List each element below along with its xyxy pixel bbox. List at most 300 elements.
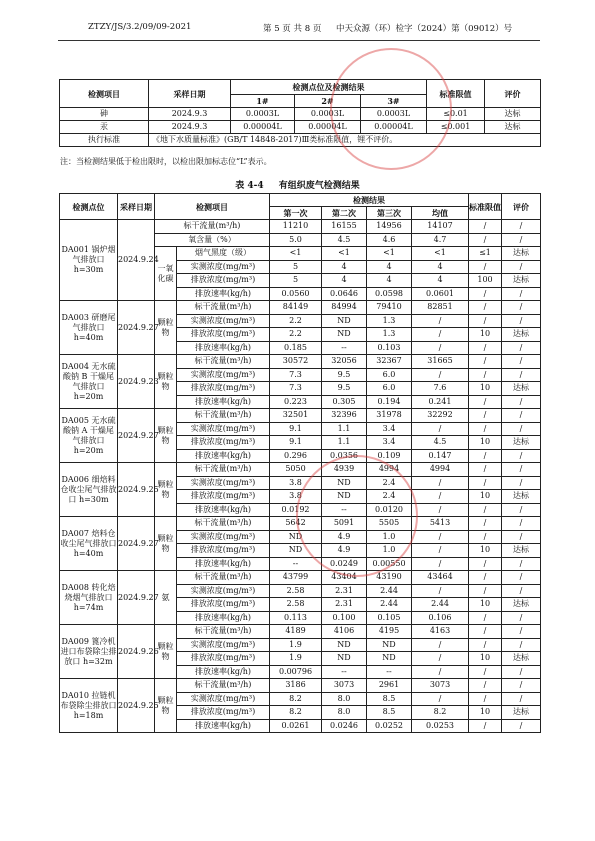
value-cell: ND: [322, 490, 367, 504]
value-cell: 5.0: [270, 233, 322, 247]
value-cell: 7.3: [270, 382, 322, 396]
value-cell: /: [412, 665, 469, 679]
limit-cell: /: [469, 517, 502, 531]
table-row: [60, 409, 541, 423]
value-cell: 3073: [322, 679, 367, 693]
eval-cell: /: [502, 679, 541, 693]
value-cell: 3.4: [367, 422, 412, 436]
value-cell: 5050: [270, 463, 322, 477]
cell: 0.00004L: [361, 121, 427, 134]
report-number: 中天众源（环）检字（2024）第（09012）号: [336, 24, 513, 34]
eval-cell: /: [502, 422, 541, 436]
eval-cell: /: [502, 517, 541, 531]
value-cell: <1: [322, 247, 367, 261]
emission-point-cell: DA004 无水硫酸钠 B 干燥尾气排放口 h=20m: [60, 355, 118, 409]
emission-point-cell: DA003 研磨尾气排放口 h=40m: [60, 301, 118, 355]
value-cell: 0.223: [270, 395, 322, 409]
value-cell: 4994: [412, 463, 469, 477]
col-header-r1: 第一次: [270, 207, 322, 220]
value-cell: /: [412, 368, 469, 382]
limit-cell: /: [469, 463, 502, 477]
value-cell: 14956: [367, 220, 412, 234]
item-cell: 排放浓度(mg/m³): [177, 652, 270, 666]
col-header-points: 检测点位及检测结果: [231, 80, 427, 95]
col-header-p3: 3#: [361, 95, 427, 108]
item-cell: 标干流量(m³/h): [177, 409, 270, 423]
value-cell: 4106: [322, 625, 367, 639]
cell: ≤0.001: [427, 121, 485, 134]
table-caption: 有组织废气检测结果: [278, 181, 360, 191]
value-cell: 0.0253: [412, 719, 469, 733]
value-cell: 6.0: [367, 368, 412, 382]
limit-cell: /: [469, 638, 502, 652]
eval-cell: /: [502, 571, 541, 585]
value-cell: 5413: [412, 517, 469, 531]
limit-cell: /: [469, 557, 502, 571]
cell: 0.0003L: [361, 108, 427, 121]
eval-cell: /: [502, 287, 541, 301]
item-cell: 标干流量(m³/h): [177, 571, 270, 585]
value-cell: 2.44: [367, 584, 412, 598]
sample-date-cell: 2024.9.23: [118, 355, 155, 409]
value-cell: 0.0252: [367, 719, 412, 733]
value-cell: 4.9: [322, 530, 367, 544]
limit-cell: /: [469, 233, 502, 247]
value-cell: 2.44: [367, 598, 412, 612]
emission-point-cell: DA006 细焙料仓收尘尾气排放口 h=30m: [60, 463, 118, 517]
value-cell: 32501: [270, 409, 322, 423]
item-cell: 标干流量(m³/h): [177, 517, 270, 531]
item-cell: 氧含量（%）: [155, 233, 270, 247]
value-cell: 9.5: [322, 382, 367, 396]
value-cell: /: [412, 490, 469, 504]
value-cell: 0.113: [270, 611, 322, 625]
value-cell: /: [412, 652, 469, 666]
table-row: [60, 517, 541, 531]
value-cell: 0.0249: [322, 557, 367, 571]
item-cell: 排放速率(kg/h): [177, 611, 270, 625]
value-cell: 4: [412, 274, 469, 288]
value-cell: 1.0: [367, 530, 412, 544]
value-cell: 32292: [412, 409, 469, 423]
value-cell: 0.0646: [322, 287, 367, 301]
value-cell: 3073: [412, 679, 469, 693]
value-cell: --: [270, 557, 322, 571]
item-cell: 排放浓度(mg/m³): [177, 598, 270, 612]
eval-cell: /: [502, 692, 541, 706]
value-cell: 2.44: [412, 598, 469, 612]
value-cell: ND: [322, 328, 367, 342]
col-header-avg: 均值: [412, 207, 469, 220]
table-row: [60, 679, 541, 693]
value-cell: 9.1: [270, 422, 322, 436]
value-cell: ND: [270, 544, 322, 558]
limit-cell: /: [469, 530, 502, 544]
standard-text: 《地下水质量标准》(GB/T 14848-2017)Ⅲ类标准限值，锂不评价。: [149, 134, 541, 147]
groundwater-results-table: [59, 79, 541, 147]
limit-cell: /: [469, 409, 502, 423]
limit-cell: 10: [469, 490, 502, 504]
limit-cell: /: [469, 679, 502, 693]
value-cell: 8.0: [322, 692, 367, 706]
value-cell: 4.5: [322, 233, 367, 247]
emission-point-cell: DA005 无水硫酸钠 A 干燥尾气排放口 h=20m: [60, 409, 118, 463]
cell: 砷: [60, 108, 149, 121]
table-row: [60, 463, 541, 477]
value-cell: /: [412, 422, 469, 436]
value-cell: 4: [367, 274, 412, 288]
col-header-eval: 评价: [485, 80, 541, 108]
value-cell: 0.103: [367, 341, 412, 355]
value-cell: 4994: [367, 463, 412, 477]
eval-cell: 达标: [502, 328, 541, 342]
eval-cell: /: [502, 314, 541, 328]
header-rule: [58, 40, 540, 41]
document-code: ZTZY/JS/3.2/09/09-2021: [88, 22, 192, 32]
value-cell: /: [412, 530, 469, 544]
eval-cell: 达标: [502, 706, 541, 720]
cell: 达标: [485, 121, 541, 134]
emission-point-cell: DA001 锅炉烟气排放口 h=30m: [60, 220, 118, 301]
limit-cell: /: [469, 220, 502, 234]
value-cell: 4.5: [412, 436, 469, 450]
col-header-r2: 第二次: [322, 207, 367, 220]
limit-cell: /: [469, 395, 502, 409]
limit-cell: /: [469, 476, 502, 490]
value-cell: 4.6: [367, 233, 412, 247]
value-cell: 43799: [270, 571, 322, 585]
value-cell: 4.9: [322, 544, 367, 558]
value-cell: ND: [322, 638, 367, 652]
item-cell: 排放浓度(mg/m³): [177, 436, 270, 450]
value-cell: ND: [322, 314, 367, 328]
col-header-point: 检测点位: [60, 194, 118, 220]
value-cell: 1.3: [367, 314, 412, 328]
value-cell: 3186: [270, 679, 322, 693]
value-cell: 31665: [412, 355, 469, 369]
value-cell: 0.0120: [367, 503, 412, 517]
value-cell: 1.9: [270, 638, 322, 652]
table-row: [60, 134, 541, 147]
value-cell: 32056: [322, 355, 367, 369]
cell: 达标: [485, 108, 541, 121]
col-header-date: 采样日期: [149, 80, 231, 108]
item-cell: 实测浓度(mg/m³): [177, 638, 270, 652]
item-cell: 烟气黑度（级）: [177, 247, 270, 261]
cell: 0.00004L: [231, 121, 295, 134]
pollutant-cell: 颗粒物: [155, 625, 177, 679]
item-cell: 实测浓度(mg/m³): [177, 422, 270, 436]
value-cell: /: [412, 692, 469, 706]
value-cell: 0.00550: [367, 557, 412, 571]
value-cell: /: [412, 557, 469, 571]
item-cell: 标干流量(m³/h): [155, 220, 270, 234]
table-row: [60, 108, 541, 121]
col-header-result: 检测结果: [270, 194, 469, 207]
value-cell: --: [367, 665, 412, 679]
sample-date-cell: 2024.9.25: [118, 463, 155, 517]
value-cell: --: [322, 503, 367, 517]
item-cell: 实测浓度(mg/m³): [177, 476, 270, 490]
emission-point-cell: DA007 焙料仓收尘尾气排放口 h=40m: [60, 517, 118, 571]
eval-cell: /: [502, 409, 541, 423]
limit-cell: /: [469, 449, 502, 463]
item-cell: 排放速率(kg/h): [177, 395, 270, 409]
eval-cell: /: [502, 341, 541, 355]
value-cell: 4: [322, 260, 367, 274]
limit-cell: /: [469, 260, 502, 274]
item-cell: 实测浓度(mg/m³): [177, 530, 270, 544]
limit-cell: /: [469, 355, 502, 369]
value-cell: 4189: [270, 625, 322, 639]
limit-cell: /: [469, 719, 502, 733]
value-cell: 0.00796: [270, 665, 322, 679]
value-cell: 7.3: [270, 368, 322, 382]
value-cell: 8.2: [412, 706, 469, 720]
pollutant-cell: 氨: [155, 571, 177, 625]
eval-cell: /: [502, 233, 541, 247]
value-cell: /: [412, 476, 469, 490]
value-cell: 6.0: [367, 382, 412, 396]
eval-cell: /: [502, 355, 541, 369]
value-cell: /: [412, 328, 469, 342]
item-cell: 排放浓度(mg/m³): [177, 274, 270, 288]
value-cell: 0.194: [367, 395, 412, 409]
value-cell: 1.3: [367, 328, 412, 342]
col-header-limit: 标准限值: [469, 194, 502, 220]
value-cell: 4.7: [412, 233, 469, 247]
value-cell: 5: [270, 274, 322, 288]
value-cell: /: [412, 314, 469, 328]
limit-cell: /: [469, 314, 502, 328]
emission-point-cell: DA010 拉链机布袋除尘排放口 h=18m: [60, 679, 118, 733]
eval-cell: /: [502, 625, 541, 639]
value-cell: 32396: [322, 409, 367, 423]
value-cell: 2.31: [322, 584, 367, 598]
value-cell: 2.2: [270, 328, 322, 342]
value-cell: 0.296: [270, 449, 322, 463]
value-cell: ND: [367, 638, 412, 652]
page-header: [0, 22, 595, 38]
eval-cell: 达标: [502, 652, 541, 666]
value-cell: --: [322, 341, 367, 355]
table-title: [0, 178, 595, 191]
value-cell: 1.9: [270, 652, 322, 666]
item-cell: 实测浓度(mg/m³): [177, 260, 270, 274]
value-cell: 5091: [322, 517, 367, 531]
eval-cell: /: [502, 557, 541, 571]
cell: 0.0003L: [295, 108, 361, 121]
value-cell: ND: [322, 476, 367, 490]
value-cell: 0.241: [412, 395, 469, 409]
limit-cell: 10: [469, 382, 502, 396]
eval-cell: /: [502, 530, 541, 544]
value-cell: 4195: [367, 625, 412, 639]
table-note: 注：当检测结果低于检出限时，以检出限加标志位“L”表示。: [60, 157, 272, 166]
sample-date-cell: 2024.9.27: [118, 301, 155, 355]
value-cell: /: [412, 638, 469, 652]
value-cell: 82851: [412, 301, 469, 315]
value-cell: 0.109: [367, 449, 412, 463]
value-cell: 0.0598: [367, 287, 412, 301]
eval-cell: 达标: [502, 544, 541, 558]
item-cell: 标干流量(m³/h): [177, 355, 270, 369]
cell: ≤0.01: [427, 108, 485, 121]
item-cell: 排放速率(kg/h): [177, 665, 270, 679]
value-cell: <1: [270, 247, 322, 261]
value-cell: 0.0601: [412, 287, 469, 301]
limit-cell: /: [469, 503, 502, 517]
eval-cell: 达标: [502, 490, 541, 504]
value-cell: 2.58: [270, 584, 322, 598]
value-cell: 2.4: [367, 476, 412, 490]
eval-cell: /: [502, 463, 541, 477]
exhaust-gas-results-table: [59, 193, 541, 733]
value-cell: 0.0356: [322, 449, 367, 463]
eval-cell: /: [502, 301, 541, 315]
limit-cell: /: [469, 584, 502, 598]
sample-date-cell: 2024.9.27: [118, 517, 155, 571]
value-cell: 43464: [412, 571, 469, 585]
page-number: 第 5 页 共 8 页: [263, 24, 322, 34]
value-cell: ND: [270, 530, 322, 544]
limit-cell: /: [469, 301, 502, 315]
eval-cell: 达标: [502, 382, 541, 396]
eval-cell: 达标: [502, 436, 541, 450]
value-cell: 2.31: [322, 598, 367, 612]
value-cell: 79410: [367, 301, 412, 315]
value-cell: <1: [412, 247, 469, 261]
value-cell: /: [412, 584, 469, 598]
value-cell: 43190: [367, 571, 412, 585]
value-cell: 5642: [270, 517, 322, 531]
value-cell: /: [412, 544, 469, 558]
eval-cell: /: [502, 260, 541, 274]
sample-date-cell: 2024.9.26: [118, 625, 155, 679]
item-cell: 实测浓度(mg/m³): [177, 368, 270, 382]
value-cell: 14107: [412, 220, 469, 234]
eval-cell: 达标: [502, 247, 541, 261]
eval-cell: /: [502, 395, 541, 409]
limit-cell: /: [469, 625, 502, 639]
item-cell: 排放浓度(mg/m³): [177, 328, 270, 342]
value-cell: 0.0192: [270, 503, 322, 517]
item-cell: 实测浓度(mg/m³): [177, 314, 270, 328]
limit-cell: ≤1: [469, 247, 502, 261]
col-header-limit: 标准限值: [427, 80, 485, 108]
value-cell: 4: [412, 260, 469, 274]
col-header-item: 检测项目: [155, 194, 270, 220]
eval-cell: /: [502, 719, 541, 733]
table-row: [60, 301, 541, 315]
eval-cell: /: [502, 220, 541, 234]
value-cell: 5505: [367, 517, 412, 531]
col-header-p2: 2#: [295, 95, 361, 108]
value-cell: ND: [367, 652, 412, 666]
value-cell: 84994: [322, 301, 367, 315]
pollutant-cell: 颗粒物: [155, 679, 177, 733]
pollutant-cell: 颗粒物: [155, 517, 177, 571]
value-cell: 32367: [367, 355, 412, 369]
limit-cell: 10: [469, 436, 502, 450]
value-cell: 8.5: [367, 706, 412, 720]
value-cell: 11210: [270, 220, 322, 234]
pollutant-cell: 颗粒物: [155, 301, 177, 355]
col-header-p1: 1#: [231, 95, 295, 108]
table-number: 表 4-4: [235, 181, 264, 191]
item-cell: 排放速率(kg/h): [177, 449, 270, 463]
pollutant-cell: 颗粒物: [155, 409, 177, 463]
item-cell: 排放浓度(mg/m³): [177, 706, 270, 720]
emission-point-cell: DA008 转化焙烧烟气排放口 h=74m: [60, 571, 118, 625]
table-row: [60, 625, 541, 639]
value-cell: 0.0261: [270, 719, 322, 733]
limit-cell: /: [469, 368, 502, 382]
limit-cell: 10: [469, 598, 502, 612]
item-cell: 排放浓度(mg/m³): [177, 490, 270, 504]
value-cell: 0.106: [412, 611, 469, 625]
value-cell: 0.147: [412, 449, 469, 463]
value-cell: 3.4: [367, 436, 412, 450]
value-cell: 31978: [367, 409, 412, 423]
value-cell: 3.8: [270, 490, 322, 504]
value-cell: 1.0: [367, 544, 412, 558]
pollutant-cell: 一氧化碳: [155, 247, 177, 301]
value-cell: 4: [367, 260, 412, 274]
value-cell: /: [412, 341, 469, 355]
value-cell: 8.0: [322, 706, 367, 720]
item-cell: 标干流量(m³/h): [177, 679, 270, 693]
limit-cell: 100: [469, 274, 502, 288]
value-cell: 2.4: [367, 490, 412, 504]
value-cell: 0.100: [322, 611, 367, 625]
table-row: [60, 571, 541, 585]
value-cell: /: [412, 503, 469, 517]
table-row: [60, 220, 541, 234]
cell: 0.00004L: [295, 121, 361, 134]
eval-cell: 达标: [502, 598, 541, 612]
value-cell: 8.2: [270, 692, 322, 706]
value-cell: 9.5: [322, 368, 367, 382]
item-cell: 排放速率(kg/h): [177, 557, 270, 571]
sample-date-cell: 2024.9.24: [118, 220, 155, 301]
standard-label: 执行标准: [60, 134, 149, 147]
limit-cell: /: [469, 692, 502, 706]
eval-cell: /: [502, 476, 541, 490]
sample-date-cell: 2024.9.27: [118, 571, 155, 625]
value-cell: 5: [270, 260, 322, 274]
limit-cell: /: [469, 422, 502, 436]
value-cell: 0.0246: [322, 719, 367, 733]
col-header-r3: 第三次: [367, 207, 412, 220]
eval-cell: /: [502, 449, 541, 463]
limit-cell: 10: [469, 328, 502, 342]
pollutant-cell: 颗粒物: [155, 355, 177, 409]
value-cell: 3.8: [270, 476, 322, 490]
cell: 2024.9.3: [149, 121, 231, 134]
item-cell: 标干流量(m³/h): [177, 463, 270, 477]
item-cell: 排放浓度(mg/m³): [177, 382, 270, 396]
eval-cell: /: [502, 638, 541, 652]
eval-cell: /: [502, 368, 541, 382]
cell: 汞: [60, 121, 149, 134]
col-header-date: 采样日期: [118, 194, 155, 220]
value-cell: 84149: [270, 301, 322, 315]
value-cell: 4939: [322, 463, 367, 477]
sample-date-cell: 2024.9.27: [118, 409, 155, 463]
limit-cell: /: [469, 611, 502, 625]
limit-cell: 10: [469, 706, 502, 720]
